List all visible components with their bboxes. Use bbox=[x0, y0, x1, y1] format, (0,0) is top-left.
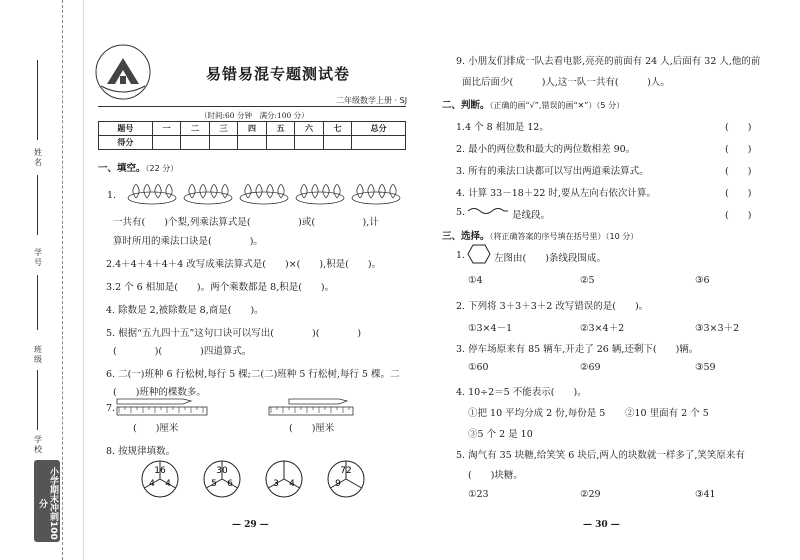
judge-item-text: 1.4 个 8 相加是 12。 bbox=[456, 122, 549, 133]
score-header-cell: 五 bbox=[266, 122, 294, 136]
q2-text: 2.4＋4＋4＋4＋4 改写成乘法算式是( )×( ),积是( )。 bbox=[106, 259, 382, 270]
choice-option[interactable]: ③6 bbox=[695, 275, 710, 286]
choice-option[interactable]: ①4 bbox=[468, 275, 483, 286]
score-cell[interactable] bbox=[181, 136, 209, 150]
circle-number-left: 5 bbox=[211, 479, 217, 489]
score-table-header-row bbox=[99, 122, 406, 136]
brand-box bbox=[34, 460, 60, 542]
q9-line-b: 面比后面少( )人,这一队一共有( )人。 bbox=[462, 77, 670, 88]
judge-item-text: 是线段。 bbox=[512, 210, 551, 221]
circle-number-right: 4 bbox=[165, 479, 171, 489]
header-rule bbox=[98, 106, 406, 107]
score-header-cell: 一 bbox=[152, 122, 180, 136]
series-badge-icon bbox=[93, 42, 153, 102]
student-id-label: 学号 bbox=[34, 248, 42, 267]
choice-option[interactable]: ③59 bbox=[695, 362, 716, 373]
choice-option[interactable]: ②29 bbox=[580, 489, 601, 500]
q1-line-a: 一共有( )个梨,列乘法算式是( )或( ),计 bbox=[113, 217, 379, 228]
pear-icon bbox=[211, 185, 217, 199]
number-circle bbox=[266, 461, 302, 497]
pear-icon bbox=[189, 185, 195, 199]
judge-answer-box[interactable]: ( ) bbox=[725, 166, 752, 177]
c1-number: 1. bbox=[456, 250, 466, 261]
score-cell[interactable] bbox=[295, 136, 323, 150]
circle-number-top: 72 bbox=[340, 466, 352, 476]
grade-subtitle: 二年级数学上册 · SJ bbox=[336, 96, 408, 105]
choice-option[interactable]: ③5 个 2 是 10 bbox=[468, 429, 533, 440]
class-label: 班级 bbox=[34, 345, 42, 364]
judge-item-text: 3. 所有的乘法口诀都可以写出两道乘法算式。 bbox=[456, 166, 649, 177]
judge-item-text: 2. 最小的两位数和最大的两位数相差 90。 bbox=[456, 144, 636, 155]
pear-icon bbox=[323, 185, 329, 199]
choice-option[interactable]: ①60 bbox=[468, 362, 489, 373]
q1-number: 1. bbox=[107, 190, 117, 201]
q9-line-a: 9. 小朋友们排成一队去看电影,亮亮的前面有 24 人,后面有 32 人,他的前 bbox=[456, 56, 761, 67]
c3-text: 3. 停车场原来有 85 辆车,开走了 26 辆,还剩下( )辆。 bbox=[456, 344, 699, 355]
score-cell[interactable] bbox=[238, 136, 266, 150]
q8-text: 8. 按规律填数。 bbox=[106, 446, 176, 457]
choice-option[interactable]: ②5 bbox=[580, 275, 595, 286]
q4-text: 4. 除数是 2,被除数是 8,商是( )。 bbox=[106, 305, 264, 316]
choice-option[interactable]: ②10 里面有 2 个 5 bbox=[625, 408, 709, 419]
score-header-cell: 七 bbox=[323, 122, 351, 136]
name-field-line-2[interactable] bbox=[37, 175, 38, 235]
section-points: （22 分） bbox=[145, 164, 179, 173]
score-table-row bbox=[99, 136, 406, 150]
choice-option[interactable]: ③41 bbox=[695, 489, 716, 500]
circle-number-top: 30 bbox=[216, 466, 228, 476]
circle-number-left: 4 bbox=[149, 479, 155, 489]
name-label: 姓名 bbox=[34, 148, 42, 167]
q1-line-b: 算时所用的乘法口诀是( )。 bbox=[113, 236, 263, 247]
q5-line-a: 5. 根据“五九四十五”这句口诀可以写出( )( ) bbox=[106, 328, 362, 339]
page-title: 易错易混专题测试卷 bbox=[206, 65, 351, 83]
page-number-right: — 30 — bbox=[583, 520, 620, 530]
c5-line-b: ( )块糖。 bbox=[468, 470, 523, 481]
pear-groups-icon bbox=[120, 178, 410, 206]
section-fill-in-title bbox=[98, 160, 178, 174]
pear-icon bbox=[334, 185, 340, 199]
cut-line bbox=[62, 0, 63, 560]
pear-icon bbox=[200, 185, 206, 199]
number-circle bbox=[142, 461, 178, 497]
q3-text: 3.2 个 6 相加是( )。两个乘数都是 8,积是( )。 bbox=[106, 282, 335, 293]
pear-icon bbox=[278, 185, 284, 199]
page-number-left: — 29 — bbox=[232, 520, 269, 530]
pear-icon bbox=[368, 185, 374, 199]
circle-number-right: 4 bbox=[289, 479, 295, 489]
score-table bbox=[98, 121, 406, 150]
section-title-text: 二、判断。 bbox=[442, 100, 490, 111]
section-hint: （正确的画“√”,错误的画“✕”）（5 分） bbox=[489, 101, 625, 110]
name-field-line[interactable] bbox=[37, 60, 38, 140]
judge-answer-box[interactable]: ( ) bbox=[725, 188, 752, 199]
score-header-cell: 题号 bbox=[99, 122, 153, 136]
pear-icon bbox=[245, 185, 251, 199]
choice-option[interactable]: ①把 10 平均分成 2 份,每份是 5 bbox=[468, 408, 606, 419]
q7-number: 7. bbox=[106, 403, 116, 414]
score-cell[interactable] bbox=[266, 136, 294, 150]
pear-icon bbox=[222, 185, 228, 199]
section-hint: （将正确答案的序号填在括号里）（10 分） bbox=[489, 232, 639, 241]
choice-option[interactable]: ①23 bbox=[468, 489, 489, 500]
c4-text: 4. 10÷2＝5 不能表示( )。 bbox=[456, 387, 587, 398]
judge-answer-box[interactable]: ( ) bbox=[725, 210, 752, 221]
class-field-line[interactable] bbox=[37, 370, 38, 430]
pear-icon bbox=[133, 185, 139, 199]
q7-answer-a: ( )厘米 bbox=[133, 423, 179, 434]
score-cell[interactable] bbox=[352, 136, 406, 150]
circle-number-right: 6 bbox=[227, 479, 233, 489]
c2-text: 2. 下列将 3＋3＋3＋2 改写错误的是( )。 bbox=[456, 301, 649, 312]
score-cell[interactable] bbox=[323, 136, 351, 150]
judge-answer-box[interactable]: ( ) bbox=[725, 122, 752, 133]
choice-option[interactable]: ②69 bbox=[580, 362, 601, 373]
pear-icon bbox=[267, 185, 273, 199]
score-header-cell: 二 bbox=[181, 122, 209, 136]
pear-icon bbox=[256, 185, 262, 199]
ruler-pencil-icon bbox=[267, 397, 357, 417]
score-header-cell: 六 bbox=[295, 122, 323, 136]
choice-option[interactable]: ②3×4＋2 bbox=[580, 323, 625, 334]
c1-text: 左图由( )条线段围成。 bbox=[494, 253, 606, 264]
c5-line-a: 5. 淘气有 35 块糖,给笑笑 6 块后,两人的块数就一样多了,笑笑原来有 bbox=[456, 450, 745, 461]
score-cell[interactable] bbox=[152, 136, 180, 150]
section-title-text: 三、选择。 bbox=[442, 231, 490, 242]
pear-icon bbox=[301, 185, 307, 199]
number-circle bbox=[204, 461, 240, 497]
score-header-cell: 三 bbox=[209, 122, 237, 136]
pear-icon bbox=[390, 185, 396, 199]
wavy-line-icon bbox=[466, 205, 510, 217]
pattern-circles bbox=[140, 458, 380, 500]
section-title-text: 一、填空。 bbox=[98, 163, 146, 174]
judge-item-text: 4. 计算 33－18＋22 时,要从左向右依次计算。 bbox=[456, 188, 656, 199]
pear-icon bbox=[144, 185, 150, 199]
q6-line-b: ( )班种的棵数多。 bbox=[113, 387, 206, 398]
score-cell[interactable] bbox=[209, 136, 237, 150]
judge-answer-box[interactable]: ( ) bbox=[725, 144, 752, 155]
q6-line-a: 6. 二(一)班种 6 行松树,每行 5 棵;二(二)班种 5 行松树,每行 5 棵。二 bbox=[106, 369, 400, 380]
circle-number-left: 9 bbox=[335, 479, 341, 489]
q7-answer-b: ( )厘米 bbox=[289, 423, 335, 434]
student-id-field-line[interactable] bbox=[37, 275, 38, 330]
pear-icon bbox=[155, 185, 161, 199]
brand-text: 小学期末冲刺100分 bbox=[37, 466, 58, 540]
score-header-cell: 总分 bbox=[352, 122, 406, 136]
q5-line-b: ( )( )四道算式。 bbox=[113, 346, 252, 357]
number-circle bbox=[328, 461, 364, 497]
score-row-label: 得分 bbox=[99, 136, 153, 150]
pear-icon bbox=[379, 185, 385, 199]
pear-icon bbox=[312, 185, 318, 199]
time-and-score-note: （时间:60 分钟 满分:100 分） bbox=[200, 111, 309, 120]
choice-option[interactable]: ①3×4－1 bbox=[468, 323, 513, 334]
circle-number-top: 16 bbox=[154, 466, 166, 476]
pear-icon bbox=[357, 185, 363, 199]
school-label: 学校 bbox=[34, 435, 42, 454]
ruler-pencil-icon bbox=[115, 397, 210, 417]
section-judge-title bbox=[442, 97, 624, 111]
circle-number-left: 3 bbox=[273, 479, 279, 489]
pear-icon bbox=[166, 185, 172, 199]
choice-option[interactable]: ③3×3＋2 bbox=[695, 323, 740, 334]
judge-5-number: 5. bbox=[456, 207, 466, 218]
binding-strip bbox=[0, 0, 84, 560]
score-header-cell: 四 bbox=[238, 122, 266, 136]
hexagon-icon bbox=[466, 243, 492, 265]
section-choice-title bbox=[442, 228, 638, 242]
